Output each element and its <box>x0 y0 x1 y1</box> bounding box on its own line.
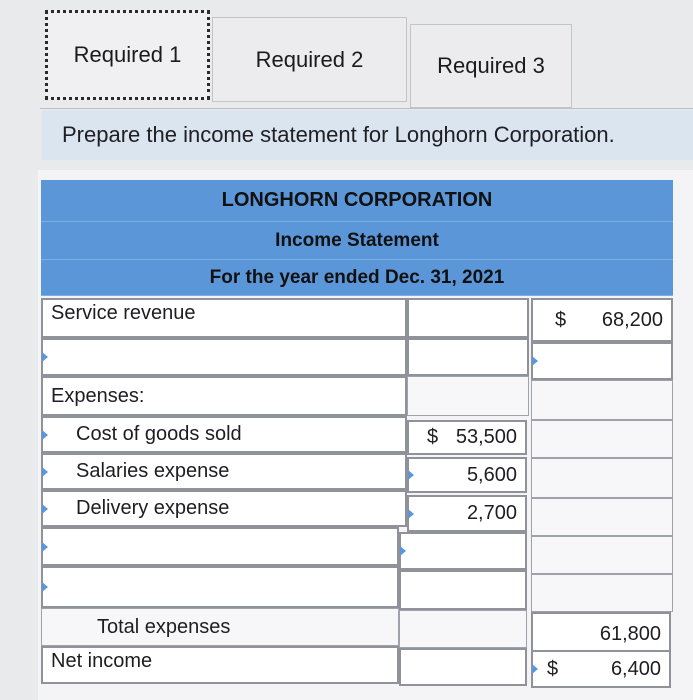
expense-row-2-total-cell <box>531 458 673 498</box>
net-income-amount-field[interactable] <box>531 650 671 688</box>
income-statement <box>38 170 693 700</box>
service-revenue-amount: 68,200 <box>601 308 663 331</box>
blank-amount-field-1[interactable] <box>531 342 673 380</box>
service-revenue-label: Service revenue <box>51 302 196 324</box>
total-expenses-label-cell <box>41 608 399 646</box>
row-marker-icon <box>532 664 538 674</box>
blank-mid-field-2[interactable] <box>399 532 527 570</box>
row-marker-icon <box>42 542 48 552</box>
tab-bar <box>40 0 693 110</box>
statement-title: Income Statement <box>41 222 673 260</box>
expense-row-1-currency: $ <box>427 426 439 448</box>
expense-row-2-amount-field[interactable] <box>407 457 527 493</box>
blank-amount-cell-2 <box>531 536 673 574</box>
row-marker-icon <box>42 430 48 440</box>
total-expenses-amount-field[interactable] <box>531 612 671 652</box>
blank-label-field-1[interactable] <box>41 338 407 376</box>
expense-row-1-label: Cost of goods sold <box>76 423 242 445</box>
expense-row-1-label-field[interactable] <box>41 416 407 453</box>
row-marker-icon <box>42 352 48 362</box>
net-income-currency: $ <box>547 657 559 680</box>
net-income-mid-field[interactable] <box>399 648 527 686</box>
net-income-label-field[interactable] <box>41 646 399 684</box>
total-expenses-amount: 61,800 <box>599 623 661 645</box>
expense-row-1-amount-field[interactable] <box>407 420 527 455</box>
row-marker-icon <box>532 356 538 366</box>
statement-period: For the year ended Dec. 31, 2021 <box>41 260 673 296</box>
expense-row-3-amount-field[interactable] <box>407 495 527 532</box>
blank-amount-cell-3 <box>531 574 673 612</box>
expense-row-3-amount: 2,700 <box>466 502 517 524</box>
row-marker-icon <box>408 509 414 519</box>
expense-row-3-label-field[interactable] <box>41 490 407 527</box>
expenses-mid-cell <box>407 376 529 416</box>
expense-row-3-total-cell <box>531 498 673 536</box>
service-revenue-amount-field[interactable] <box>531 298 673 342</box>
tab-divider <box>40 108 693 109</box>
expense-row-1-amount: 53,500 <box>455 426 517 448</box>
service-revenue-currency: $ <box>555 308 567 331</box>
blank-mid-field-1[interactable] <box>407 338 529 376</box>
total-expenses-label: Total expenses <box>97 615 231 638</box>
net-income-label: Net income <box>51 650 153 672</box>
service-revenue-label-field[interactable] <box>41 298 407 338</box>
row-marker-icon <box>42 582 48 592</box>
expense-row-1-total-cell <box>531 420 673 458</box>
tab-required-2[interactable]: Required 2 <box>212 17 407 102</box>
tab-required-3[interactable]: Required 3 <box>410 24 572 108</box>
row-marker-icon <box>42 504 48 514</box>
blank-mid-field-3[interactable] <box>399 570 527 610</box>
row-marker-icon <box>400 546 406 556</box>
row-marker-icon <box>408 470 414 480</box>
expenses-label-field[interactable] <box>41 376 407 416</box>
blank-label-field-2[interactable] <box>41 527 399 566</box>
net-income-amount: 6,400 <box>610 657 661 680</box>
expense-row-2-label: Salaries expense <box>76 460 230 482</box>
service-revenue-mid-field[interactable] <box>407 298 529 338</box>
tab-required-1[interactable]: Required 1 <box>45 10 210 100</box>
expense-row-2-label-field[interactable] <box>41 453 407 490</box>
expense-row-2-amount: 5,600 <box>466 463 517 486</box>
expense-row-3-label: Delivery expense <box>76 497 230 519</box>
instruction-text: Prepare the income statement for Longhorn Corporation. <box>42 110 693 160</box>
expenses-heading: Expenses: <box>51 384 145 407</box>
total-expenses-mid-cell <box>399 610 527 648</box>
row-marker-icon <box>42 467 48 477</box>
blank-label-field-3[interactable] <box>41 566 399 608</box>
company-name: LONGHORN CORPORATION <box>41 180 673 222</box>
expenses-amount-cell <box>531 380 673 420</box>
